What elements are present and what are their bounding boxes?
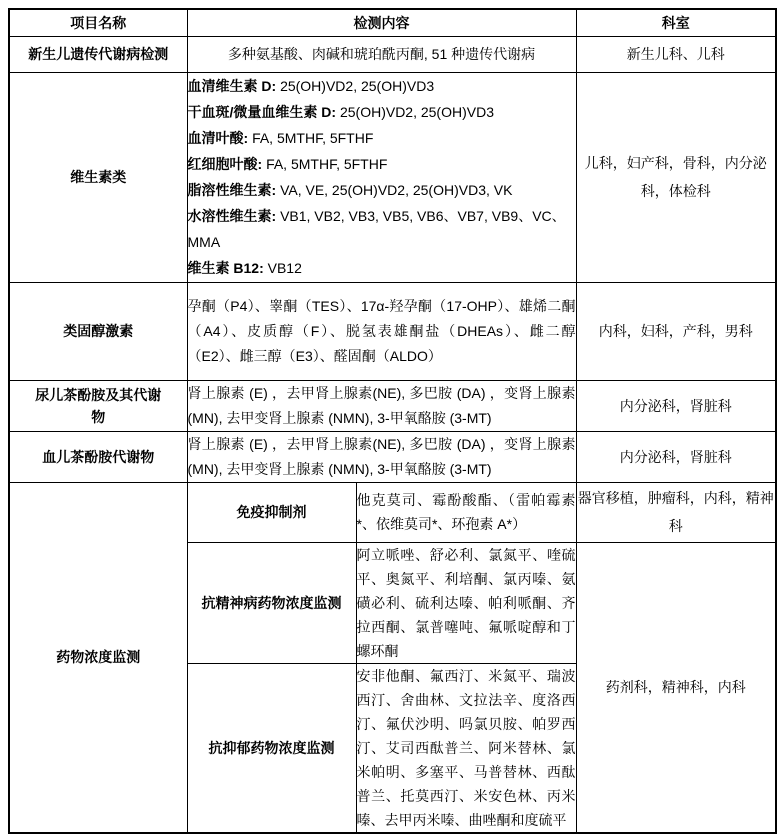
drug-monitoring-name-cell: 药物浓度监测 [9, 482, 187, 833]
vitamin-line-value: 25(OH)VD2, 25(OH)VD3 [339, 104, 494, 120]
immunosuppressants-dept-cell: 器官移植，肿瘤科，内科，精神科 [576, 482, 776, 542]
header-cell-department: 科室 [576, 9, 776, 36]
urine-catecholamines-name-cell [9, 380, 187, 431]
vitamin-line-label: 水溶性维生素: [187, 208, 281, 224]
steroids-name-cell: 类固醇激素 [9, 282, 187, 380]
vitamin-line-value: VB1, VB2, VB3, VB5, VB6、VB7, VB9、VC、MMA [187, 208, 566, 250]
vitamin-line [188, 151, 576, 177]
table-row-urine-catecholamines [9, 380, 776, 431]
antipsychotics-content-cell [356, 542, 576, 663]
vitamin-line-value: 25(OH)VD2, 25(OH)VD3 [280, 78, 435, 94]
newborn-name-cell: 新生儿遗传代谢病检测 [9, 36, 187, 72]
immunosuppressants-content-cell [356, 482, 576, 542]
vitamin-line [188, 99, 576, 125]
vitamin-line-label: 血清维生素 D: [187, 78, 281, 94]
vitamins-name-cell: 维生素类 [9, 72, 187, 282]
immunosuppressants-category-cell: 免疫抑制剂 [187, 482, 356, 542]
vitamin-line-label: 血清叶酸: [187, 130, 253, 146]
immunosuppressants-content-text: 他克莫司、霉酚酸酯、（雷帕霉素*、依维莫司*、环孢素 A*） [356, 492, 576, 532]
header-cell-test-content: 检测内容 [187, 9, 576, 36]
vitamin-line [188, 125, 576, 151]
antipsychotics-category-cell: 抗精神病药物浓度监测 [187, 542, 356, 663]
vitamin-line-label: 红细胞叶酸: [187, 156, 267, 172]
urine-catecholamines-content-text: 肾上腺素 (E) ，去甲肾上腺素(NE), 多巴胺 (DA) ，变肾上腺素 (MN), 去甲变肾上腺素 (NMN), 3-甲氧酪胺 (3-MT) [187, 384, 576, 426]
vitamin-line [188, 203, 576, 255]
vitamin-line-value: FA, 5MTHF, 5FTHF [266, 156, 388, 172]
vitamin-line [188, 177, 576, 203]
antidepressants-content-cell [356, 663, 576, 833]
urine-catecholamines-name-text: 尿儿茶酚胺及其代谢物 [35, 386, 162, 425]
vitamin-line-label: 维生素 B12: [187, 260, 268, 276]
vitamin-line-label: 脂溶性维生素: [187, 182, 281, 198]
table-row-blood-catecholamines [9, 431, 776, 482]
vitamin-line-label: 干血斑/微量血维生素 D: [187, 104, 340, 120]
blood-catecholamines-name-cell: 血儿茶酚胺代谢物 [9, 431, 187, 482]
vitamin-line [188, 73, 576, 99]
vitamin-line [188, 255, 576, 281]
vitamin-line-value: VA, VE, 25(OH)VD2, 25(OH)VD3, VK [280, 182, 513, 198]
steroids-dept-cell: 内科，妇科，产科，男科 [576, 282, 776, 380]
table-row-vitamins [9, 72, 776, 282]
urine-catecholamines-dept-cell: 内分泌科，肾脏科 [576, 380, 776, 431]
table-row-steroids [9, 282, 776, 380]
newborn-dept-cell: 新生儿科、儿科 [576, 36, 776, 72]
antidepressants-category-cell: 抗抑郁药物浓度监测 [187, 663, 356, 833]
blood-catecholamines-content-cell [187, 431, 576, 482]
table-row-immunosuppressants [9, 482, 776, 542]
blood-catecholamines-dept-cell: 内分泌科，肾脏科 [576, 431, 776, 482]
steroids-content-text: 孕酮（P4）、睾酮（TES）、17α-羟孕酮（17-OHP）、雄烯二酮（A4）、皮质醇（F）、脱氢表雄酮盐（DHEAs）、雌二醇（E2）、雌三醇（E3）、醛固酮（ALDO） [187, 297, 576, 364]
test-items-table [8, 8, 777, 834]
vitamins-content-cell [187, 72, 576, 282]
urine-catecholamines-content-cell [187, 380, 576, 431]
antipsychotics-content-text: 阿立哌唑、舒必利、氯氮平、喹硫平、奥氮平、利培酮、氯丙嗪、氨磺必利、硫利达嗪、帕利哌酮、齐拉西酮、氯普噻吨、氟哌啶醇和丁螺环酮 [356, 546, 576, 659]
psychiatric-drugs-dept-cell: 药剂科，精神科，内科 [576, 542, 776, 833]
steroids-content-cell [187, 282, 576, 380]
newborn-content-cell: 多种氨基酸、肉碱和琥珀酰丙酮, 51 种遗传代谢病 [187, 36, 576, 72]
table-header-row [9, 9, 776, 36]
header-cell-project-name: 项目名称 [9, 9, 187, 36]
vitamins-dept-cell: 儿科，妇产科，骨科，内分泌科，体检科 [576, 72, 776, 282]
vitamin-line-value: FA, 5MTHF, 5FTHF [252, 130, 374, 146]
vitamin-line-value: VB12 [267, 260, 302, 276]
table-row-newborn [9, 36, 776, 72]
antidepressants-content-text: 安非他酮、氟西汀、米氮平、瑞波西汀、舍曲林、文拉法辛、度洛西汀、氟伏沙明、吗氯贝胺、帕罗西汀、艾司西酞普兰、阿米替林、氯米帕明、多塞平、马普替林、西酞普兰、托莫西汀、米安色林、丙米嗪、去甲丙米嗪、曲唑酮和度硫平 [356, 667, 576, 828]
blood-catecholamines-content-text: 肾上腺素 (E) ，去甲肾上腺素(NE), 多巴胺 (DA) ，变肾上腺素 (MN), 去甲变肾上腺素 (NMN), 3-甲氧酪胺 (3-MT) [187, 435, 576, 477]
